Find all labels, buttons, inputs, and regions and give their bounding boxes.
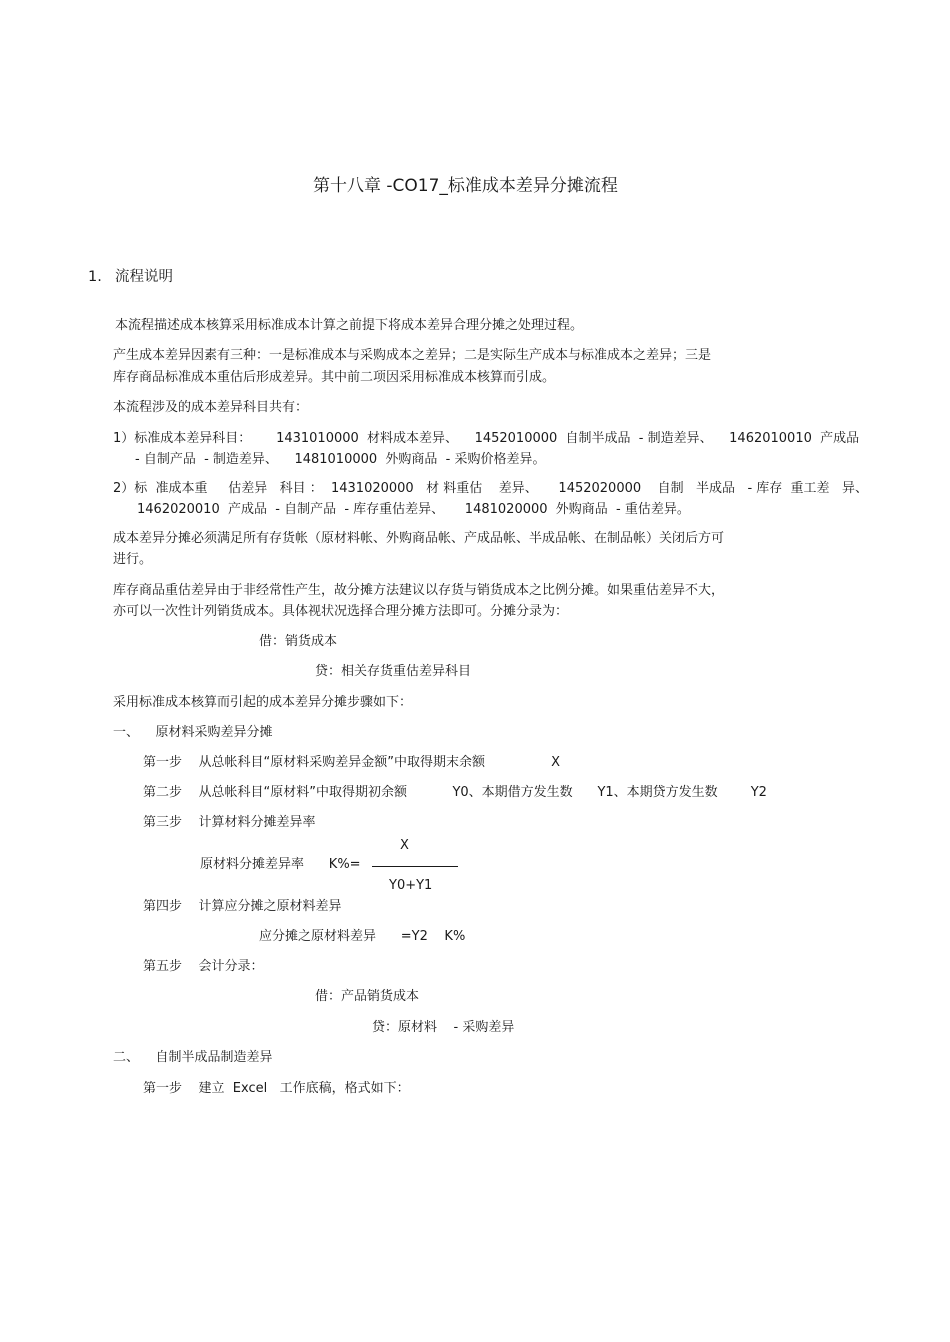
part1-step5: 第五步 会计分录： bbox=[143, 959, 264, 974]
part1-step1: 第一步 从总帐科目“原材料采购差异金额”中取得期末余额 X bbox=[143, 755, 561, 770]
formula-fraction-line bbox=[372, 866, 458, 867]
paragraph-condition-line2: 进行。 bbox=[113, 552, 153, 567]
part2-heading: 二、 自制半成品制造差异 bbox=[113, 1050, 273, 1065]
part1-step4-formula: 应分摊之原材料差异 =Y2 K% bbox=[259, 929, 466, 944]
part1-entry-debit: 借：产品销货成本 bbox=[315, 989, 420, 1004]
paragraph-causes-line2: 库存商品标准成本重估后形成差异。其中前二项因采用标准成本核算而引成。 bbox=[113, 370, 556, 385]
part2-step1: 第一步 建立 Excel 工作底稿，格式如下： bbox=[143, 1081, 410, 1096]
paragraph-accounts: 本流程涉及的成本差异科目共有： bbox=[113, 400, 309, 415]
list-item-2-line1: 2）标 准成本重 估差异 科目 ： 1431020000 材 料重估 差异、 1452020000 自制 半成品 - 库存 重工差 异、 bbox=[113, 481, 868, 496]
part1-heading: 一、 原材料采购差异分摊 bbox=[113, 725, 273, 740]
section-heading: 流程说明 bbox=[115, 269, 173, 285]
entry-credit: 贷：相关存货重估差异科目 bbox=[315, 664, 472, 679]
part1-entry-credit: 贷：原材料 - 采购差异 bbox=[372, 1020, 515, 1035]
paragraph-revaluation-line1: 库存商品重估差异由于非经常性产生，故分摊方法建议以存货与销货成本之比例分摊。如果重估差异不大， bbox=[113, 583, 725, 598]
list-item-2-line2: 1462020010 产成品 - 自制产品 - 库存重估差异、 1481020000 外购商品 - 重估差异。 bbox=[137, 502, 690, 517]
paragraph-revaluation-line2: 亦可以一次性计列销货成本。具体视状况选择合理分摊方法即可。分摊分录为： bbox=[113, 604, 569, 619]
formula-denominator: Y0+Y1 bbox=[389, 878, 433, 893]
part1-step3: 第三步 计算材料分摊差异率 bbox=[143, 815, 316, 830]
paragraph-causes-line1: 产生成本差异因素有三种：一是标准成本与采购成本之差异；二是实际生产成本与标准成本之差异；三是 bbox=[113, 348, 712, 363]
part1-step2: 第二步 从总帐科目“原材料”中取得期初余额 Y0、本期借方发生数 Y1、本期贷方发生数 Y2 bbox=[143, 785, 767, 800]
part1-step4: 第四步 计算应分摊之原材料差异 bbox=[143, 899, 342, 914]
paragraph-steps-intro: 采用标准成本核算而引起的成本差异分摊步骤如下： bbox=[113, 695, 413, 710]
list-item-1-line1: 1）标准成本差异科目： 1431010000 材料成本差异、 1452010000 自制半成品 - 制造差异、 1462010010 产成品 bbox=[113, 431, 860, 446]
list-item-1-line2: - 自制产品 - 制造差异、 1481010000 外购商品 - 采购价格差异。 bbox=[135, 452, 546, 467]
entry-debit: 借：销货成本 bbox=[259, 634, 338, 649]
paragraph-condition-line1: 成本差异分摊必须满足所有存货帐（原材料帐、外购商品帐、产成品帐、半成品帐、在制品帐）关闭后方可 bbox=[113, 531, 725, 546]
formula-numerator: X bbox=[400, 838, 409, 853]
section-number: 1. bbox=[88, 269, 102, 285]
page-title: 第十八章 -CO17_标准成本差异分摊流程 bbox=[313, 176, 618, 196]
formula-label: 原材料分摊差异率 K%= bbox=[200, 857, 361, 872]
paragraph-intro: 本流程描述成本核算采用标准成本计算之前提下将成本差异合理分摊之处理过程。 bbox=[115, 318, 584, 333]
